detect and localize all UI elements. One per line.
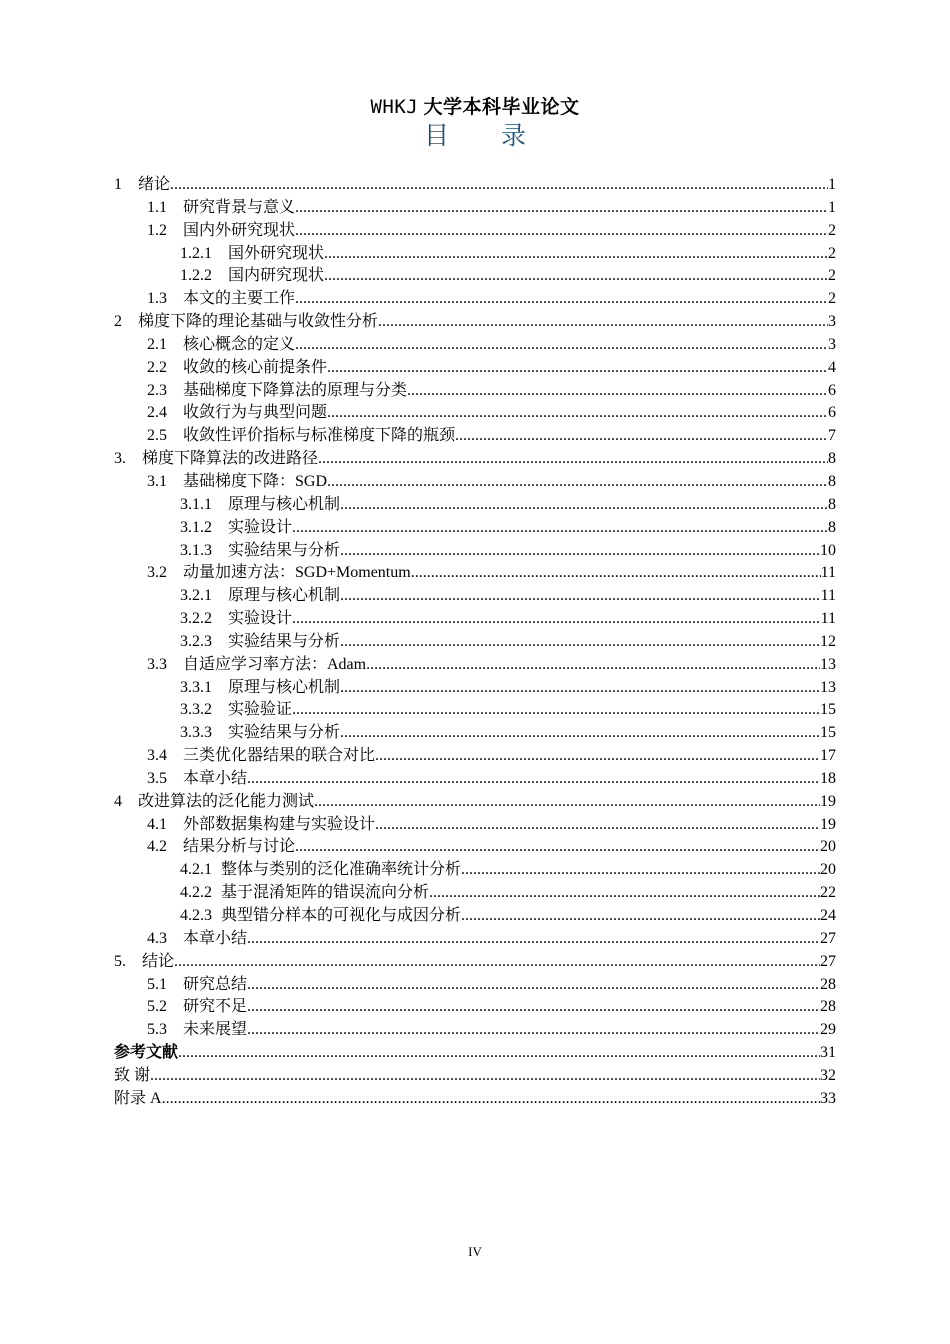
toc-entry-title: 三类优化器结果的联合对比	[183, 747, 376, 765]
toc-entry-title: 未来展望	[183, 1021, 248, 1039]
toc-entry-page: 29	[820, 1021, 836, 1039]
toc-entry-title: 研究背景与意义	[183, 198, 296, 216]
toc-entry-number: 2.4	[147, 404, 167, 422]
toc-entry-number: 4.2.2	[180, 884, 212, 902]
toc-entry[interactable]	[114, 311, 836, 334]
toc-entry-title: 致 谢	[114, 1066, 151, 1084]
toc-entry-number: 1.2	[147, 221, 167, 239]
toc-entry-page: 8	[828, 518, 836, 536]
toc-entry[interactable]	[114, 471, 836, 494]
toc-entry-number: 3.1.2	[180, 518, 212, 536]
toc-entry-title: 收敛行为与典型问题	[183, 404, 328, 422]
toc-entry-title: 基础梯度下降算法的原理与分类	[183, 381, 408, 399]
toc-entry-page: 8	[828, 472, 836, 490]
toc-entry-number: 3.2.3	[180, 632, 212, 650]
toc-entry-number: 1.3	[147, 290, 167, 308]
toc-entry[interactable]	[114, 448, 836, 471]
toc-entry-page: 32	[820, 1066, 836, 1084]
toc-entry-number: 3.5	[147, 769, 167, 787]
toc-dot-leader	[327, 357, 828, 380]
toc-entry-title: 实验设计	[228, 610, 293, 628]
toc-entry[interactable]	[114, 905, 836, 928]
toc-entry-number: 3.4	[147, 747, 167, 765]
toc-entry-page: 15	[820, 724, 836, 742]
toc-dot-leader	[375, 814, 820, 837]
toc-entry-title: 外部数据集构建与实验设计	[183, 815, 376, 833]
toc-entry-title: 实验结果与分析	[228, 632, 341, 650]
toc-entry-number: 3.3.1	[180, 678, 212, 696]
toc-entry-number: 3.	[114, 450, 126, 468]
toc-entry-number: 1.2.1	[180, 244, 212, 262]
toc-dot-leader	[407, 380, 828, 403]
toc-entry[interactable]	[114, 836, 836, 859]
toc-entry[interactable]	[114, 677, 836, 700]
toc-dot-leader	[292, 699, 820, 722]
toc-dot-leader	[327, 471, 828, 494]
header-school-abbrev: WHKJ	[370, 96, 419, 118]
toc-entry-number: 3.2	[147, 564, 167, 582]
toc-entry-page: 8	[828, 495, 836, 513]
toc-entry[interactable]	[114, 562, 836, 585]
toc-dot-leader	[411, 562, 821, 585]
toc-entry[interactable]	[114, 814, 836, 837]
toc-entry-page: 20	[820, 861, 836, 879]
toc-entry-page: 8	[828, 450, 836, 468]
toc-entry[interactable]	[114, 334, 836, 357]
toc-entry[interactable]	[114, 220, 836, 243]
toc-entry[interactable]	[114, 174, 836, 197]
toc-entry-number: 4.2.3	[180, 907, 212, 924]
toc-dot-leader	[247, 768, 820, 791]
toc-entry-title: 实验结果与分析	[228, 541, 341, 559]
toc-dot-leader	[295, 836, 820, 859]
toc-entry-title: 典型错分样本的可视化与成因分析	[221, 907, 462, 924]
toc-dot-leader	[178, 1042, 820, 1065]
toc-entry-number: 5.	[114, 952, 126, 970]
toc-entry-number: 5.3	[147, 1021, 167, 1039]
toc-dot-leader	[461, 859, 820, 882]
toc-entry-page: 28	[820, 975, 836, 993]
toc-entry[interactable]	[114, 197, 836, 220]
toc-entry-title: 国外研究现状	[228, 244, 325, 262]
toc-dot-leader	[174, 951, 820, 974]
toc-entry-title: 原理与核心机制	[228, 587, 341, 605]
toc-entry-number: 2.2	[147, 358, 167, 376]
toc-entry-page: 15	[820, 701, 836, 719]
toc-entry-title: 基础梯度下降：SGD	[183, 472, 328, 490]
toc-entry-title: 研究总结	[183, 975, 248, 993]
toc-entry-page: 17	[820, 747, 836, 765]
toc-entry[interactable]	[114, 540, 836, 563]
toc-entry-number: 4.1	[147, 815, 167, 833]
toc-entry-page: 2	[828, 221, 836, 239]
toc-entry-number: 1.1	[147, 198, 167, 216]
toc-dot-leader	[455, 425, 828, 448]
toc-entry-title: 动量加速方法：SGD+Momentum	[183, 564, 411, 582]
toc-entry-number: 4	[114, 792, 122, 810]
toc-entry-number: 3.1.3	[180, 541, 212, 559]
toc-dot-leader	[295, 197, 828, 220]
toc-entry-page: 3	[828, 313, 836, 331]
toc-entry-page: 33	[820, 1089, 836, 1107]
toc-entry[interactable]	[114, 425, 836, 448]
toc-entry-title: 国内外研究现状	[183, 221, 296, 239]
toc-entry-number: 1	[114, 176, 122, 193]
toc-entry-number: 3.3.2	[180, 701, 212, 719]
toc-entry[interactable]	[114, 1019, 836, 1042]
toc-entry[interactable]	[114, 882, 836, 905]
toc-entry-page: 24	[820, 907, 836, 924]
toc-dot-leader	[429, 882, 820, 905]
toc-entry-title: 整体与类别的泛化准确率统计分析	[221, 861, 462, 879]
toc-entry[interactable]	[114, 722, 836, 745]
toc-entry-number: 5.1	[147, 975, 167, 993]
header-school-title: 大学本科毕业论文	[423, 97, 580, 118]
toc-entry-number: 3.3	[147, 655, 167, 673]
toc-entry-title: 结果分析与讨论	[183, 838, 296, 856]
toc-entry-title: 收敛性评价指标与标准梯度下降的瓶颈	[183, 427, 456, 445]
toc-dot-leader	[170, 174, 828, 197]
toc-entry[interactable]	[114, 1065, 836, 1088]
toc-entry-title: 本章小结	[183, 929, 248, 947]
toc-entry-number: 3.1	[147, 472, 167, 490]
toc-dot-leader	[314, 791, 820, 814]
toc-entry-page: 2	[828, 244, 836, 262]
toc-entry-page: 2	[828, 290, 836, 308]
toc-entry[interactable]	[114, 745, 836, 768]
toc-entry[interactable]	[114, 791, 836, 814]
toc-dot-leader	[340, 722, 820, 745]
toc-dot-leader	[295, 334, 828, 357]
toc-entry-page: 10	[820, 541, 836, 559]
toc-entry[interactable]	[114, 654, 836, 677]
toc-entry-title: 实验设计	[228, 518, 293, 536]
toc-entry[interactable]	[114, 1088, 836, 1111]
toc-entry[interactable]	[114, 402, 836, 425]
toc-entry-number: 3.1.1	[180, 495, 212, 513]
toc-entry-title: 绪论	[138, 176, 171, 193]
toc-entry-title: 基于混淆矩阵的错误流向分析	[221, 884, 430, 902]
toc-dot-leader	[324, 265, 828, 288]
toc-dot-leader	[162, 1088, 820, 1111]
toc-entry-title: 改进算法的泛化能力测试	[138, 792, 315, 810]
toc-entry[interactable]	[114, 928, 836, 951]
toc-entry-number: 3.2.1	[180, 587, 212, 605]
toc-dot-leader	[247, 974, 820, 997]
document-header	[0, 94, 950, 121]
toc-entry[interactable]	[114, 585, 836, 608]
toc-entry-title: 实验验证	[228, 701, 293, 719]
toc-dot-leader	[340, 631, 820, 654]
toc-entry-title: 核心概念的定义	[183, 335, 296, 353]
toc-dot-leader	[340, 494, 828, 517]
toc-entry-title: 附录 A	[114, 1089, 162, 1107]
toc-entry[interactable]	[114, 1042, 836, 1065]
toc-entry[interactable]	[114, 699, 836, 722]
toc-entry-page: 13	[820, 655, 836, 673]
toc-title: 目 录	[424, 121, 548, 150]
toc-entry-number: 1.2.2	[180, 267, 212, 285]
toc-dot-leader	[327, 402, 828, 425]
toc-entry-number: 3.3.3	[180, 724, 212, 742]
toc-entry[interactable]	[114, 265, 836, 288]
toc-entry-title: 自适应学习率方法：Adam	[183, 655, 367, 673]
toc-entry-title: 梯度下降算法的改进路径	[142, 450, 319, 468]
toc-dot-leader	[461, 905, 820, 928]
toc-dot-leader	[340, 585, 821, 608]
toc-entry-title: 参考文献	[114, 1044, 179, 1062]
toc-entry-number: 5.2	[147, 998, 167, 1016]
toc-dot-leader	[150, 1065, 820, 1088]
toc-entry[interactable]	[114, 608, 836, 631]
toc-dot-leader	[247, 996, 820, 1019]
toc-entry-page: 6	[828, 404, 836, 422]
toc-entry-page: 11	[820, 564, 836, 582]
toc-entry-number: 4.2	[147, 838, 167, 856]
toc-entry[interactable]	[114, 517, 836, 540]
toc-entry-page: 22	[820, 884, 836, 902]
toc-entry-number: 2.1	[147, 335, 167, 353]
toc-dot-leader	[375, 745, 820, 768]
toc-dot-leader	[378, 311, 828, 334]
toc-entry-page: 28	[820, 998, 836, 1016]
toc-entry[interactable]	[114, 380, 836, 403]
toc-entry-page: 18	[820, 769, 836, 787]
toc-entry[interactable]	[114, 631, 836, 654]
toc-entry-page: 1	[828, 176, 836, 193]
toc-entry[interactable]	[114, 243, 836, 266]
toc-entry[interactable]	[114, 288, 836, 311]
toc-dot-leader	[292, 608, 821, 631]
toc-entry-page: 4	[828, 358, 836, 376]
table-of-contents	[114, 174, 836, 1111]
toc-entry-number: 2.5	[147, 427, 167, 445]
toc-dot-leader	[318, 448, 828, 471]
toc-entry[interactable]	[114, 951, 836, 974]
toc-entry[interactable]	[114, 974, 836, 997]
toc-entry-title: 研究不足	[183, 998, 248, 1016]
page-number: IV	[468, 1244, 482, 1259]
toc-entry-page: 3	[828, 335, 836, 353]
toc-dot-leader	[324, 243, 828, 266]
toc-entry-number: 2.3	[147, 381, 167, 399]
toc-entry-page: 12	[820, 632, 836, 650]
toc-entry-number: 4.2.1	[180, 861, 212, 879]
toc-entry-title: 本章小结	[183, 769, 248, 787]
toc-entry-page: 6	[828, 381, 836, 399]
toc-entry-title: 原理与核心机制	[228, 495, 341, 513]
toc-dot-leader	[247, 1019, 820, 1042]
toc-entry[interactable]	[114, 494, 836, 517]
toc-dot-leader	[366, 654, 820, 677]
toc-entry[interactable]	[114, 357, 836, 380]
toc-entry[interactable]	[114, 768, 836, 791]
toc-entry-page: 27	[820, 952, 836, 970]
toc-entry-title: 实验结果与分析	[228, 724, 341, 742]
toc-entry[interactable]	[114, 859, 836, 882]
toc-dot-leader	[292, 517, 828, 540]
toc-entry-page: 13	[820, 678, 836, 696]
toc-entry-page: 11	[820, 610, 836, 628]
toc-entry-page: 20	[820, 838, 836, 856]
toc-entry-page: 19	[820, 815, 836, 833]
toc-entry-title: 原理与核心机制	[228, 678, 341, 696]
toc-entry-title: 结论	[142, 952, 175, 970]
toc-entry-page: 7	[828, 427, 836, 445]
toc-entry-page: 31	[820, 1044, 836, 1062]
toc-dot-leader	[340, 677, 820, 700]
toc-entry-title: 梯度下降的理论基础与收敛性分析	[138, 313, 379, 331]
toc-entry-title: 国内研究现状	[228, 267, 325, 285]
toc-dot-leader	[295, 288, 828, 311]
toc-dot-leader	[247, 928, 820, 951]
toc-entry-title: 本文的主要工作	[183, 290, 296, 308]
toc-dot-leader	[295, 220, 828, 243]
toc-entry-number: 4.3	[147, 929, 167, 947]
toc-entry-page: 2	[828, 267, 836, 285]
toc-entry-page: 19	[820, 792, 836, 810]
toc-dot-leader	[340, 540, 820, 563]
toc-entry[interactable]	[114, 996, 836, 1019]
toc-entry-title: 收敛的核心前提条件	[183, 358, 328, 376]
toc-entry-number: 3.2.2	[180, 610, 212, 628]
toc-entry-number: 2	[114, 313, 122, 331]
toc-entry-page: 11	[820, 587, 836, 605]
toc-entry-page: 27	[820, 929, 836, 947]
toc-entry-page: 1	[828, 198, 836, 216]
